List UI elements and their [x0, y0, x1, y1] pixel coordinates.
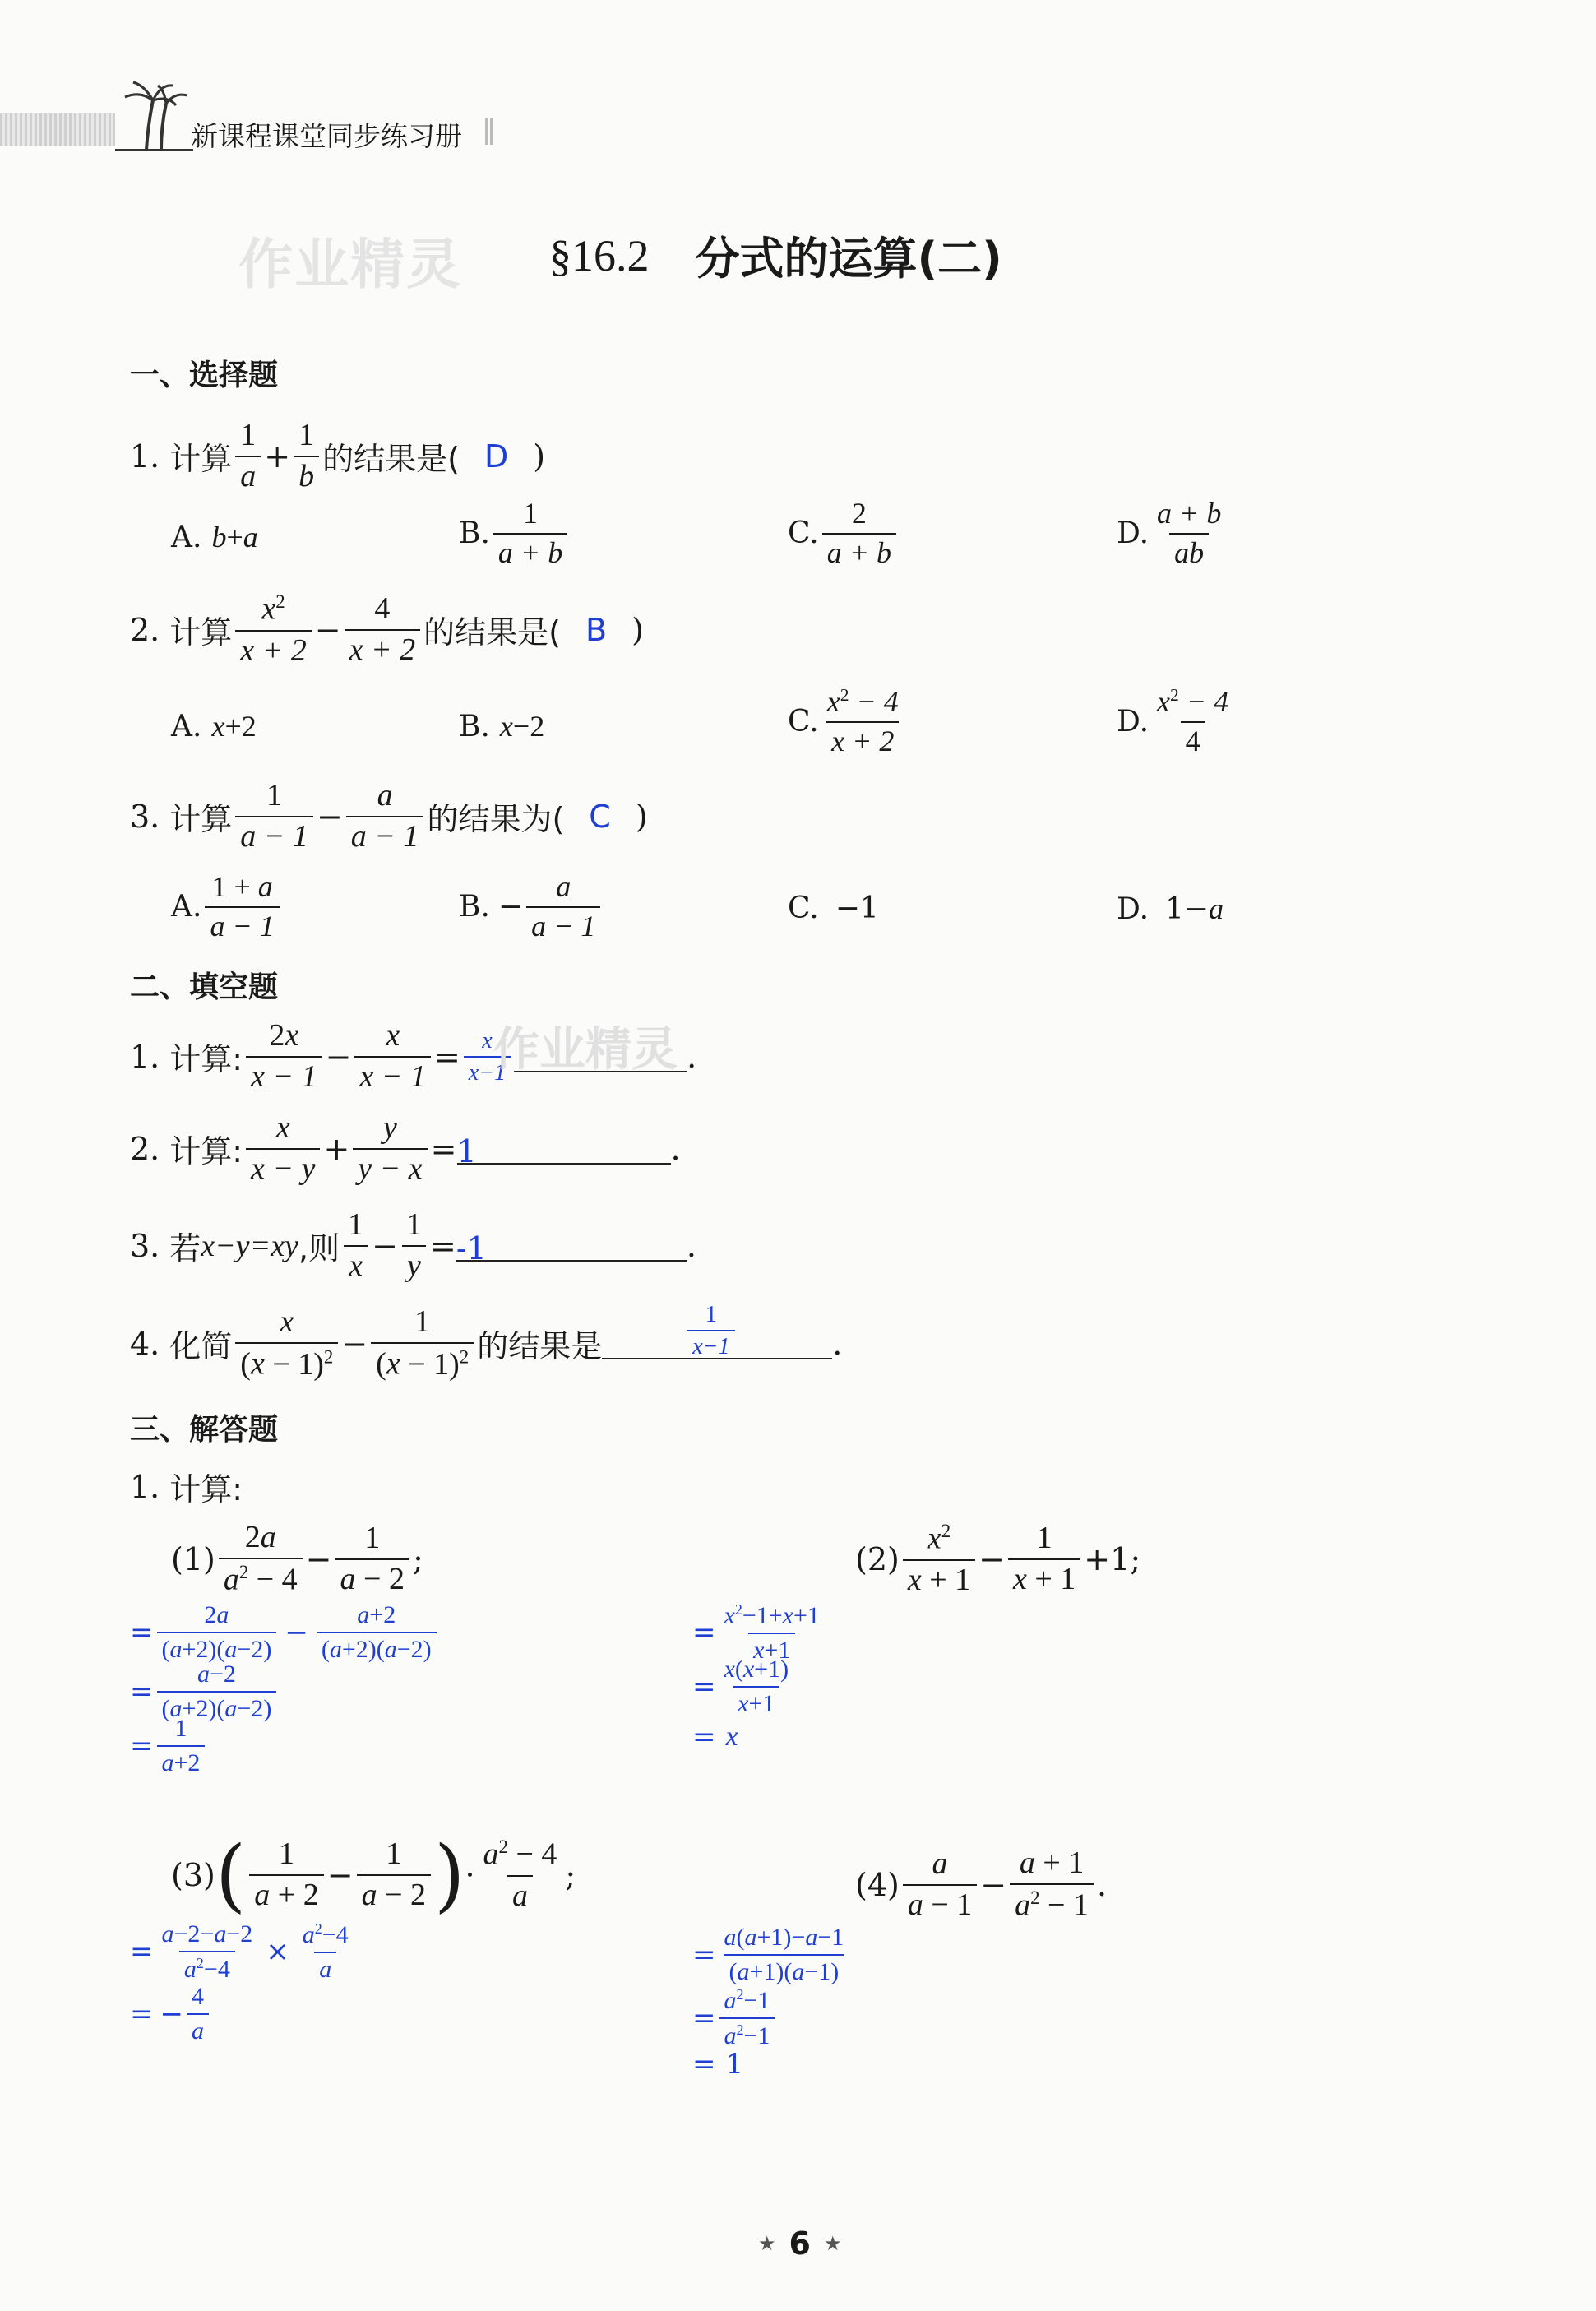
fill-q3: 3. 若 x−y=xy ,则 $\frac{1}{x}$ − $\frac{1}{y}$ = -1 .	[130, 1207, 696, 1283]
solve-part-3-step-2: = − $\frac{4}{a}$	[130, 1984, 212, 2044]
page-number: 6	[789, 2225, 811, 2262]
answer-choice: B	[585, 611, 608, 648]
solve-part-2-step-2: = $\frac{x(x+1)}{x+1}$	[692, 1656, 789, 1717]
fraction: $\frac{a^2 - 4}{a}$	[483, 1836, 557, 1913]
part-number: (4)	[855, 1866, 900, 1903]
star-icon: ★	[758, 2232, 776, 2255]
title-name: 分式的运算(二)	[695, 233, 1002, 285]
solve-part-4: (4) $\frac{a}{a - 1}$ − $\frac{a + 1}{a^2 - 1}$ .	[855, 1846, 1108, 1923]
answer-value: -1	[456, 1230, 487, 1267]
solve-part-1-step-2: = $\frac{a-2}{(a+2)(a-2)}$	[130, 1661, 280, 1721]
q-number: 2.	[130, 1130, 160, 1167]
fill-q1: 1. 计算: $\frac{2x}{x - 1}$ − $\frac{x}{x - 1}$ = $\frac{x}{x-1}$ .	[130, 1018, 697, 1094]
header-bar	[0, 113, 115, 146]
choice-q2: 2. 计算 $\frac{x^2}{x + 2}$ − $\frac{4}{x + 2}$ 的结果是( B )	[130, 590, 644, 668]
fraction: $\frac{1}{b}$	[294, 419, 319, 493]
q-lead: 计算	[169, 801, 233, 838]
choice-q1: 1. 计算 $\frac{1}{a}$ + $\frac{1}{b}$ 的结果是( D )	[130, 418, 546, 493]
fraction: $\frac{1}{a + 2}$	[249, 1838, 323, 1912]
solve-q1	[130, 1464, 243, 1509]
answer-fraction: $\frac{1}{x-1}$	[687, 1303, 734, 1359]
q-number: 2.	[130, 611, 160, 648]
q-lead: 计算:	[169, 1041, 243, 1078]
solve-part-3: (3) ( $\frac{1}{a + 2}$ − $\frac{1}{a - 2}$ ) · $\frac{a^2 - 4}{a}$ ;	[171, 1829, 576, 1921]
q-number: 1.	[130, 1038, 160, 1075]
q-lead: 计算	[169, 614, 233, 651]
solve-part-2-step-1: = $\frac{x^2-1+x+1}{x+1}$	[692, 1601, 820, 1664]
solve-part-4-step-3: = 1	[692, 2048, 744, 2081]
fraction: $\frac{x}{x - y}$	[246, 1112, 320, 1186]
choice-q2-option-a: A. x+2	[171, 709, 257, 743]
q-lead: 计算	[169, 441, 233, 478]
solve-part-4-step-2: = $\frac{a^2-1}{a^2-1}$	[692, 1987, 778, 2049]
watermark-logo-inline: 作业精灵	[493, 1023, 678, 1077]
choice-q1-option-c: C. $\frac{2}{a + b}$	[788, 498, 900, 569]
fraction: $\frac{x^2}{x + 2}$	[235, 592, 312, 667]
choice-q2-option-b: B. x−2	[459, 709, 545, 743]
fraction: $\frac{1}{a}$	[235, 419, 261, 493]
choice-q3-option-c: C. −1	[788, 892, 879, 925]
fraction: $\frac{y}{y - x}$	[353, 1112, 427, 1186]
q-close: )	[631, 611, 644, 648]
answer-blank	[602, 1301, 832, 1360]
answer-value: 1	[456, 1132, 477, 1169]
q-tail: 的结果为(	[427, 801, 565, 838]
section-heading-fill: 二、填空题	[130, 970, 279, 1004]
title-section-number: §16.2	[549, 230, 650, 280]
choice-q1-option-b: B. $\frac{1}{a + b}$	[459, 498, 571, 569]
choice-q3-option-d: D. 1−a	[1117, 892, 1224, 926]
fraction: $\frac{a + 1}{a^2 - 1}$	[1010, 1847, 1094, 1922]
choice-q2-option-d: D. $\frac{x^2 - 4}{4}$	[1117, 685, 1229, 757]
q-lead: 计算:	[169, 1133, 243, 1170]
q-tail: 的结果是	[477, 1328, 603, 1365]
q-number: 1.	[130, 438, 160, 475]
fraction: $\frac{1}{y}$	[401, 1209, 427, 1283]
page-title	[549, 224, 1002, 287]
q-tail: 的结果是(	[322, 441, 460, 478]
star-icon: ★	[823, 2232, 842, 2255]
q-lead: 若	[169, 1230, 201, 1267]
q-number: 3.	[130, 1227, 160, 1264]
q-number: 4.	[130, 1325, 160, 1362]
fraction: $\frac{1}{a - 1}$	[235, 780, 313, 854]
solve-part-1: (1) $\frac{2a}{a^2 - 4}$ − $\frac{1}{a - 2}$ ;	[171, 1520, 423, 1597]
fraction: $\frac{4}{x + 2}$	[345, 593, 421, 667]
q-lead: 计算:	[169, 1471, 243, 1507]
part-number: (3)	[171, 1857, 215, 1893]
choice-q3: 3. 计算 $\frac{1}{a - 1}$ − $\frac{a}{a - 1}$ 的结果为( C )	[130, 778, 648, 854]
fraction: $\frac{2x}{x - 1}$	[246, 1020, 322, 1094]
fraction: $\frac{x}{x - 1}$	[354, 1020, 431, 1094]
fraction: $\frac{x}{(x - 1)^2}$	[235, 1306, 338, 1381]
choice-q3-option-a: A. $\frac{1 + a}{a - 1}$	[171, 872, 283, 942]
header-divider	[485, 118, 495, 145]
fraction: $\frac{1}{x + 1}$	[1008, 1522, 1080, 1596]
watermark-logo: 作业精灵	[238, 233, 462, 296]
section-heading-solve: 三、解答题	[130, 1413, 279, 1447]
fraction: $\frac{1}{x}$	[343, 1209, 368, 1283]
answer-choice: C	[589, 798, 611, 835]
q-mid: ,则	[298, 1230, 340, 1267]
fraction: $\frac{2a}{a^2 - 4}$	[219, 1521, 303, 1596]
solve-part-2-step-3: = x	[692, 1721, 738, 1753]
answer-fraction: $\frac{x}{x-1}$	[464, 1029, 511, 1086]
choice-q1-option-d: D. $\frac{a + b}{ab}$	[1117, 497, 1222, 569]
q-number: 3.	[130, 798, 160, 835]
solve-part-4-step-1: = $\frac{a(a+1)-a-1}{(a+1)(a-1)}$	[692, 1924, 844, 1985]
fraction: $\frac{a}{a - 1}$	[346, 780, 424, 854]
q-tail: 的结果是(	[423, 614, 561, 651]
fraction: $\frac{1}{a - 2}$	[335, 1522, 409, 1596]
answer-blank	[456, 1230, 687, 1267]
solve-part-1-step-3: = $\frac{1}{a+2}$	[130, 1716, 208, 1776]
fill-q2: 2. 计算: $\frac{x}{x - y}$ + $\frac{y}{y - x}$ = 1 .	[130, 1110, 681, 1186]
choice-q1-option-a: A. b+a	[171, 520, 258, 554]
solve-part-1-step-1: = $\frac{2a}{(a+2)(a-2)}$ − $\frac{a+2}{(a+2)(a-2)}$	[130, 1602, 440, 1662]
answer-choice: D	[483, 438, 509, 475]
fraction: $\frac{1}{a - 2}$	[357, 1838, 431, 1912]
solve-part-2: (2) $\frac{x^2}{x + 1}$ − $\frac{1}{x + 1}$ +1;	[855, 1520, 1141, 1597]
choice-q3-option-b: B. − $\frac{a}{a - 1}$	[459, 872, 604, 942]
answer-blank	[456, 1132, 671, 1169]
fill-q4: 4. 化简 $\frac{x}{(x - 1)^2}$ − $\frac{1}{(x - 1)^2}$ 的结果是 $\frac{1}{x-1}$ .	[130, 1301, 843, 1382]
header-series-title: 新课程课堂同步练习册	[191, 120, 462, 152]
page-footer	[758, 2225, 841, 2262]
choice-q2-option-c: C. $\frac{x^2 - 4}{x + 2}$	[788, 685, 899, 757]
q-number: 1.	[130, 1468, 160, 1505]
part-number: (2)	[855, 1540, 900, 1577]
q-close: )	[533, 438, 546, 475]
part-number: (1)	[171, 1540, 215, 1577]
solve-part-3-step-1: = $\frac{a-2-a-2}{a^2-4}$ × $\frac{a^2-4}{a}$	[130, 1920, 349, 1983]
q-close: )	[635, 798, 648, 835]
fraction: $\frac{x^2}{x + 1}$	[903, 1521, 975, 1596]
section-heading-choice: 一、选择题	[130, 359, 279, 392]
q-condition: x−y=xy	[201, 1228, 299, 1263]
palm-tree-icon	[115, 76, 193, 151]
fraction: $\frac{a}{a - 1}$	[903, 1848, 977, 1922]
fraction: $\frac{1}{(x - 1)^2}$	[371, 1306, 474, 1381]
q-lead: 化简	[169, 1328, 233, 1365]
